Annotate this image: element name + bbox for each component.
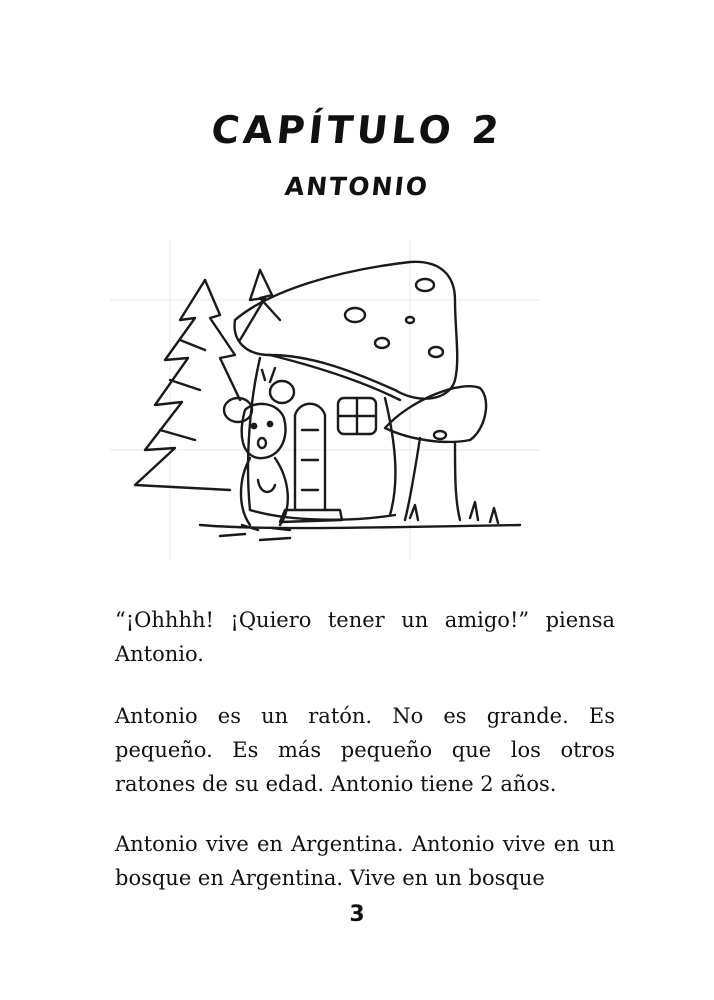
door-icon — [295, 404, 325, 510]
page-number: 3 — [349, 902, 365, 927]
chapter-title: CAPÍTULO 2 — [209, 108, 505, 152]
paragraph-1: “¡Ohhhh! ¡Quiero tener un amigo!” piensa Antonio. — [115, 608, 615, 666]
mouse-character-icon — [224, 368, 294, 530]
paragraph-3: Antonio vive en Argentina. Antonio vive en un bosque en Argentina. Vive en un bosque — [115, 832, 615, 890]
pine-tree-back-icon — [240, 270, 280, 340]
mushroom-roof-icon — [235, 262, 458, 400]
paragraph-2: Antonio es un ratón. No es grande. Es pequeño. Es más pequeño que los otros ratones de su edad. Antonio tiene 2 años. — [115, 704, 615, 796]
small-mushroom-icon — [385, 386, 486, 520]
pine-tree-left-icon — [135, 280, 240, 490]
mushroom-house-illustration — [110, 240, 540, 560]
chapter-subtitle: ANTONIO — [283, 172, 431, 201]
